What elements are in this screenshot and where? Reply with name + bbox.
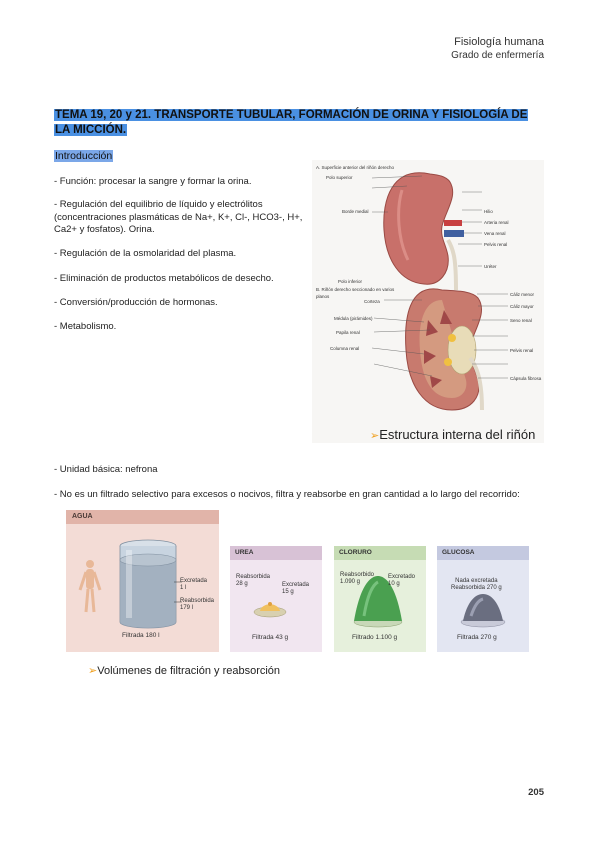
kidney-caption-text: Estructura interna del riñón — [379, 427, 536, 442]
bullet-function: - Función: procesar la sangre y formar la orina. — [54, 176, 252, 187]
panel-agua-tab: AGUA — [66, 510, 219, 524]
fig-label-arteria-renal: Arteria renal — [484, 220, 509, 225]
panel-cloruro-tab: CLORURO — [334, 546, 426, 560]
header-subject: Fisiología humana — [454, 36, 544, 48]
bullet-osmolarity: - Regulación de la osmolaridad del plasma. — [54, 248, 237, 259]
fig-label-columna: Columna renal — [330, 346, 360, 351]
panel-urea — [230, 546, 322, 652]
glucosa-filtered-label: Filtrada 270 g — [457, 634, 497, 641]
kidney-figure-caption — [370, 427, 535, 442]
fig-label-seno: Seno renal — [510, 318, 532, 323]
bullet-nephron: - Unidad básica: nefrona — [54, 464, 158, 475]
title-text: TEMA 19, 20 y 21. TRANSPORTE TUBULAR, FORMACIÓN DE ORINA Y FISIOLOGÍA DE LA MICCIÓN. — [55, 109, 528, 136]
bullet-metabolism: - Metabolismo. — [54, 321, 117, 332]
kidney-structure-figure — [312, 160, 544, 443]
fig-label-polo-superior: Polo superior — [326, 175, 353, 180]
document-title — [54, 108, 534, 138]
header-degree: Grado de enfermería — [451, 50, 544, 61]
bullet-hormones: - Conversión/producción de hormonas. — [54, 297, 218, 308]
fig-label-hilio: Hilio — [484, 209, 493, 214]
panel-agua — [66, 510, 219, 652]
bullet-filtration: - No es un filtrado selectivo para excesos o nocivos, filtra y reabsorbe en gran cantidad a lo largo del recorrido: — [54, 489, 520, 500]
fig-label-borde-medial: Borde medial — [342, 209, 369, 214]
page-header — [451, 36, 544, 62]
panel-urea-tab: UREA — [230, 546, 322, 560]
agua-excreted-label: Excretada 1 l — [180, 578, 208, 591]
fig-label-caliz-menor: Cáliz menor — [510, 292, 535, 297]
fig-label-b-title: B. Riñón derecho seccionado en varios planos — [316, 287, 395, 299]
glucosa-reabsorbed-label: Nada excretada Reabsorbida 270 g — [451, 578, 502, 591]
agua-filtered-label: Filtrada 180 l — [122, 632, 160, 639]
panel-glucosa-tab: GLUCOSA — [437, 546, 529, 560]
bullet-electrolytes: - Regulación del equilibrio de líquido y electrólitos (concentraciones plasmáticas de Na+, K+, Cl-, HCO3-, H+, Ca2+ y fosfatos). Orina. — [54, 199, 303, 235]
filtration-volumes-figure — [66, 510, 528, 680]
fig-label-papila: Papila renal — [336, 330, 360, 335]
fig-label-vena-renal: Vena renal — [484, 231, 506, 236]
cloruro-excreted-label: Excretado 10 g — [388, 574, 416, 587]
caption-arrow-icon: ➢ — [370, 430, 380, 442]
fig-label-ureter: Uréter — [484, 264, 497, 269]
fig-label-polo-inferior: Polo inferior — [338, 279, 363, 284]
urea-reabsorbed-label: Reabsorbida 28 g — [236, 574, 271, 587]
caption-arrow-icon: ➢ — [88, 665, 98, 677]
bullet-waste: - Eliminación de productos metabólicos de desecho. — [54, 273, 274, 284]
agua-reabsorbed-label: Reabsorbida 179 l — [180, 598, 215, 611]
fig-label-capsula: Cápsula fibrosa — [510, 376, 542, 381]
fig-label-a-title: A. Superficie anterior del riñón derecho — [316, 165, 395, 170]
fig-label-medula: Médula (pirámides) — [334, 316, 373, 321]
kidney-illustration — [312, 160, 544, 443]
urea-filtered-label: Filtrada 43 g — [252, 634, 289, 641]
fig-label-pelvis-b: Pelvis renal — [510, 348, 534, 353]
volumes-figure-caption — [88, 664, 280, 677]
page-number: 205 — [528, 787, 544, 798]
volumes-caption-text: Volúmenes de filtración y reabsorción — [97, 665, 281, 677]
fig-label-caliz-mayor: Cáliz mayor — [510, 304, 534, 309]
cloruro-filtered-label: Filtrado 1.100 g — [352, 634, 398, 641]
cloruro-reabsorbed-label: Reabsorbido 1.090 g — [340, 572, 375, 585]
fig-label-corteza: Corteza — [364, 299, 380, 304]
fig-label-pelvis-a: Pelvis renal — [484, 242, 508, 247]
panel-glucosa — [437, 546, 529, 652]
urea-excreted-label: Excretada 15 g — [282, 582, 310, 595]
section-heading: Introducción — [55, 150, 113, 162]
panel-cloruro — [334, 546, 426, 652]
